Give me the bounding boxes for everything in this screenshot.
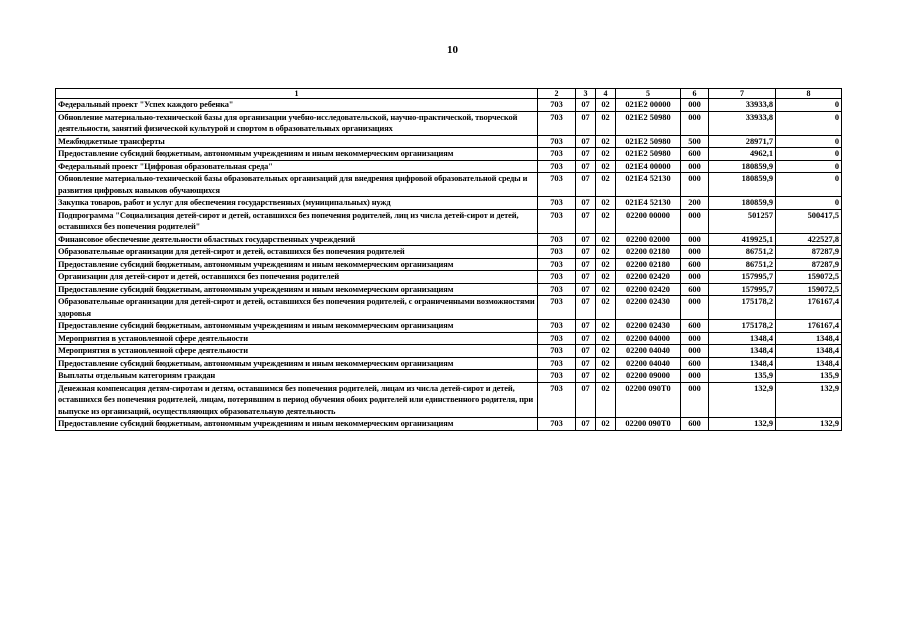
amount-col7-cell: 501257 — [709, 209, 776, 233]
target-article-cell: 02200 02000 — [616, 233, 681, 246]
ministry-code-cell: 703 — [538, 283, 576, 296]
section-code-cell: 07 — [576, 209, 596, 233]
table-row — [56, 271, 842, 284]
expense-type-cell: 000 — [681, 332, 709, 345]
row-name-cell: Федеральный проект "Цифровая образовательная среда" — [56, 160, 538, 173]
target-article-cell: 021E4 52130 — [616, 173, 681, 197]
target-article-cell: 02200 09000 — [616, 370, 681, 383]
subsection-code-cell: 02 — [596, 296, 616, 320]
subsection-code-cell: 02 — [596, 160, 616, 173]
target-article-cell: 021E2 50980 — [616, 111, 681, 135]
expense-type-cell: 500 — [681, 135, 709, 148]
amount-col7-cell: 132,9 — [709, 418, 776, 431]
ministry-code-cell: 703 — [538, 345, 576, 358]
section-code-cell: 07 — [576, 296, 596, 320]
amount-col8-cell: 422527,8 — [776, 233, 842, 246]
amount-col8-cell: 500417,5 — [776, 209, 842, 233]
row-name-cell: Предоставление субсидий бюджетным, автономным учреждениям и иным некоммерческим организациям — [56, 148, 538, 161]
ministry-code-cell: 703 — [538, 271, 576, 284]
ministry-code-cell: 703 — [538, 233, 576, 246]
amount-col7-cell: 180859,9 — [709, 160, 776, 173]
subsection-code-cell: 02 — [596, 246, 616, 259]
subsection-code-cell: 02 — [596, 332, 616, 345]
target-article-cell: 02200 02180 — [616, 246, 681, 259]
subsection-code-cell: 02 — [596, 271, 616, 284]
expense-type-cell: 000 — [681, 345, 709, 358]
page-number: 10 — [447, 44, 458, 56]
table-row — [56, 418, 842, 431]
amount-col8-cell: 176167,4 — [776, 296, 842, 320]
section-code-cell: 07 — [576, 258, 596, 271]
section-code-cell: 07 — [576, 135, 596, 148]
section-code-cell: 07 — [576, 271, 596, 284]
ministry-code-cell: 703 — [538, 197, 576, 210]
subsection-code-cell: 02 — [596, 111, 616, 135]
ministry-code-cell: 703 — [538, 258, 576, 271]
section-code-cell: 07 — [576, 197, 596, 210]
amount-col8-cell: 0 — [776, 173, 842, 197]
budget-table — [55, 88, 842, 431]
row-name-cell: Федеральный проект "Успех каждого ребенка" — [56, 99, 538, 112]
amount-col8-cell: 159072,5 — [776, 283, 842, 296]
target-article-cell: 02200 02430 — [616, 296, 681, 320]
table-row — [56, 382, 842, 418]
amount-col7-cell: 33933,8 — [709, 111, 776, 135]
ministry-code-cell: 703 — [538, 111, 576, 135]
amount-col7-cell: 86751,2 — [709, 258, 776, 271]
row-name-cell: Предоставление субсидий бюджетным, автономным учреждениям и иным некоммерческим организациям — [56, 283, 538, 296]
subsection-code-cell: 02 — [596, 345, 616, 358]
expense-type-cell: 000 — [681, 382, 709, 418]
table-row — [56, 320, 842, 333]
expense-type-cell: 200 — [681, 197, 709, 210]
row-name-cell: Предоставление субсидий бюджетным, автономным учреждениям и иным некоммерческим организациям — [56, 258, 538, 271]
subsection-code-cell: 02 — [596, 382, 616, 418]
subsection-code-cell: 02 — [596, 135, 616, 148]
subsection-code-cell: 02 — [596, 173, 616, 197]
row-name-cell: Образовательные организации для детей-сирот и детей, оставшихся без попечения родителей — [56, 246, 538, 259]
expense-type-cell: 600 — [681, 258, 709, 271]
ministry-code-cell: 703 — [538, 173, 576, 197]
ministry-code-cell: 703 — [538, 382, 576, 418]
section-code-cell: 07 — [576, 173, 596, 197]
target-article-cell: 021E2 50980 — [616, 135, 681, 148]
section-code-cell: 07 — [576, 246, 596, 259]
expense-type-cell: 000 — [681, 173, 709, 197]
subsection-code-cell: 02 — [596, 148, 616, 161]
target-article-cell: 02200 02180 — [616, 258, 681, 271]
target-article-cell: 02200 090Т0 — [616, 382, 681, 418]
section-code-cell: 07 — [576, 357, 596, 370]
section-code-cell: 07 — [576, 382, 596, 418]
row-name-cell: Мероприятия в установленной сфере деятельности — [56, 332, 538, 345]
row-name-cell: Межбюджетные трансферты — [56, 135, 538, 148]
table-row — [56, 173, 842, 197]
expense-type-cell: 600 — [681, 357, 709, 370]
amount-col8-cell: 132,9 — [776, 418, 842, 431]
table-row — [56, 345, 842, 358]
section-code-cell: 07 — [576, 233, 596, 246]
header-cell: 3 — [576, 89, 596, 99]
expense-type-cell: 000 — [681, 111, 709, 135]
table-row — [56, 233, 842, 246]
target-article-cell: 021E2 00000 — [616, 99, 681, 112]
amount-col7-cell: 28971,7 — [709, 135, 776, 148]
target-article-cell: 02200 090Т0 — [616, 418, 681, 431]
row-name-cell: Предоставление субсидий бюджетным, автономным учреждениям и иным некоммерческим организациям — [56, 418, 538, 431]
header-cell: 1 — [56, 89, 538, 99]
header-cell: 6 — [681, 89, 709, 99]
header-row — [56, 89, 842, 99]
row-name-cell: Обновление материально-технической базы для организации учебно-исследовательской, научно-практической, творческой деятельности, занятий физической культурой и спортом в образовательных организациях — [56, 111, 538, 135]
target-article-cell: 02200 02420 — [616, 283, 681, 296]
row-name-cell: Мероприятия в установленной сфере деятельности — [56, 345, 538, 358]
ministry-code-cell: 703 — [538, 320, 576, 333]
expense-type-cell: 000 — [681, 246, 709, 259]
table-row — [56, 148, 842, 161]
expense-type-cell: 000 — [681, 271, 709, 284]
ministry-code-cell: 703 — [538, 160, 576, 173]
amount-col7-cell: 86751,2 — [709, 246, 776, 259]
table-row — [56, 296, 842, 320]
amount-col7-cell: 157995,7 — [709, 283, 776, 296]
amount-col7-cell: 1348,4 — [709, 345, 776, 358]
table-body — [56, 89, 842, 431]
ministry-code-cell: 703 — [538, 357, 576, 370]
table-row — [56, 258, 842, 271]
amount-col8-cell: 0 — [776, 111, 842, 135]
amount-col8-cell: 87287,9 — [776, 246, 842, 259]
expense-type-cell: 000 — [681, 99, 709, 112]
section-code-cell: 07 — [576, 345, 596, 358]
ministry-code-cell: 703 — [538, 296, 576, 320]
row-name-cell: Обновление материально-технической базы образовательных организаций для внедрения цифровой образовательной среды и развития цифровых навыков обучающихся — [56, 173, 538, 197]
section-code-cell: 07 — [576, 283, 596, 296]
subsection-code-cell: 02 — [596, 283, 616, 296]
section-code-cell: 07 — [576, 370, 596, 383]
header-cell: 4 — [596, 89, 616, 99]
section-code-cell: 07 — [576, 320, 596, 333]
subsection-code-cell: 02 — [596, 418, 616, 431]
row-name-cell: Подпрограмма "Социализация детей-сирот и детей, оставшихся без попечения родителей, лиц из числа детей-сирот и детей, оставшихся без попечения родителей" — [56, 209, 538, 233]
amount-col8-cell: 1348,4 — [776, 357, 842, 370]
amount-col7-cell: 180859,9 — [709, 197, 776, 210]
ministry-code-cell: 703 — [538, 370, 576, 383]
table-row — [56, 160, 842, 173]
amount-col7-cell: 135,9 — [709, 370, 776, 383]
amount-col7-cell: 157995,7 — [709, 271, 776, 284]
table-row — [56, 357, 842, 370]
amount-col7-cell: 4962,1 — [709, 148, 776, 161]
section-code-cell: 07 — [576, 332, 596, 345]
table-row — [56, 99, 842, 112]
subsection-code-cell: 02 — [596, 209, 616, 233]
table-row — [56, 197, 842, 210]
amount-col8-cell: 0 — [776, 148, 842, 161]
header-cell: 8 — [776, 89, 842, 99]
amount-col7-cell: 175178,2 — [709, 296, 776, 320]
amount-col8-cell: 0 — [776, 197, 842, 210]
target-article-cell: 02200 02420 — [616, 271, 681, 284]
amount-col8-cell: 0 — [776, 135, 842, 148]
amount-col8-cell: 0 — [776, 160, 842, 173]
subsection-code-cell: 02 — [596, 357, 616, 370]
amount-col7-cell: 132,9 — [709, 382, 776, 418]
section-code-cell: 07 — [576, 418, 596, 431]
ministry-code-cell: 703 — [538, 332, 576, 345]
amount-col8-cell: 176167,4 — [776, 320, 842, 333]
amount-col7-cell: 1348,4 — [709, 332, 776, 345]
amount-col7-cell: 419925,1 — [709, 233, 776, 246]
subsection-code-cell: 02 — [596, 197, 616, 210]
ministry-code-cell: 703 — [538, 135, 576, 148]
amount-col8-cell: 159072,5 — [776, 271, 842, 284]
ministry-code-cell: 703 — [538, 209, 576, 233]
expense-type-cell: 000 — [681, 233, 709, 246]
ministry-code-cell: 703 — [538, 418, 576, 431]
amount-col7-cell: 1348,4 — [709, 357, 776, 370]
ministry-code-cell: 703 — [538, 148, 576, 161]
amount-col8-cell: 0 — [776, 99, 842, 112]
row-name-cell: Образовательные организации для детей-сирот и детей, оставшихся без попечения родителей, с ограниченными возможностями здоровья — [56, 296, 538, 320]
expense-type-cell: 000 — [681, 209, 709, 233]
section-code-cell: 07 — [576, 99, 596, 112]
row-name-cell: Выплаты отдельным категориям граждан — [56, 370, 538, 383]
ministry-code-cell: 703 — [538, 246, 576, 259]
target-article-cell: 02200 04040 — [616, 357, 681, 370]
row-name-cell: Денежная компенсация детям-сиротам и детям, оставшимся без попечения родителей, лицам из числа детей-сирот и детей, оставшихся без попечения родителей, лицам, потерявшим в период обучения обоих родителей или единственного родителя, при выпуске из организаций, осуществляющих образовательную деятельность — [56, 382, 538, 418]
expense-type-cell: 000 — [681, 160, 709, 173]
row-name-cell: Предоставление субсидий бюджетным, автономным учреждениям и иным некоммерческим организациям — [56, 357, 538, 370]
target-article-cell: 02200 04040 — [616, 345, 681, 358]
expense-type-cell: 600 — [681, 283, 709, 296]
header-cell: 5 — [616, 89, 681, 99]
amount-col8-cell: 1348,4 — [776, 332, 842, 345]
target-article-cell: 021E4 00000 — [616, 160, 681, 173]
expense-type-cell: 000 — [681, 370, 709, 383]
target-article-cell: 02200 04000 — [616, 332, 681, 345]
target-article-cell: 02200 02430 — [616, 320, 681, 333]
table-row — [56, 246, 842, 259]
amount-col8-cell: 135,9 — [776, 370, 842, 383]
amount-col8-cell: 132,9 — [776, 382, 842, 418]
table-row — [56, 370, 842, 383]
subsection-code-cell: 02 — [596, 258, 616, 271]
expense-type-cell: 600 — [681, 418, 709, 431]
expense-type-cell: 000 — [681, 296, 709, 320]
target-article-cell: 021E2 50980 — [616, 148, 681, 161]
subsection-code-cell: 02 — [596, 99, 616, 112]
section-code-cell: 07 — [576, 160, 596, 173]
amount-col7-cell: 175178,2 — [709, 320, 776, 333]
subsection-code-cell: 02 — [596, 370, 616, 383]
amount-col8-cell: 1348,4 — [776, 345, 842, 358]
target-article-cell: 021E4 52130 — [616, 197, 681, 210]
subsection-code-cell: 02 — [596, 233, 616, 246]
amount-col7-cell: 180859,9 — [709, 173, 776, 197]
table-row — [56, 209, 842, 233]
subsection-code-cell: 02 — [596, 320, 616, 333]
table-row — [56, 111, 842, 135]
expense-type-cell: 600 — [681, 148, 709, 161]
ministry-code-cell: 703 — [538, 99, 576, 112]
target-article-cell: 02200 00000 — [616, 209, 681, 233]
table-row — [56, 332, 842, 345]
table-row — [56, 135, 842, 148]
header-cell: 7 — [709, 89, 776, 99]
section-code-cell: 07 — [576, 111, 596, 135]
row-name-cell: Финансовое обеспечение деятельности областных государственных учреждений — [56, 233, 538, 246]
row-name-cell: Предоставление субсидий бюджетным, автономным учреждениям и иным некоммерческим организациям — [56, 320, 538, 333]
expense-type-cell: 600 — [681, 320, 709, 333]
amount-col7-cell: 33933,8 — [709, 99, 776, 112]
table-row — [56, 283, 842, 296]
header-cell: 2 — [538, 89, 576, 99]
amount-col8-cell: 87287,9 — [776, 258, 842, 271]
row-name-cell: Закупка товаров, работ и услуг для обеспечения государственных (муниципальных) нужд — [56, 197, 538, 210]
row-name-cell: Организации для детей-сирот и детей, оставшихся без попечения родителей — [56, 271, 538, 284]
section-code-cell: 07 — [576, 148, 596, 161]
